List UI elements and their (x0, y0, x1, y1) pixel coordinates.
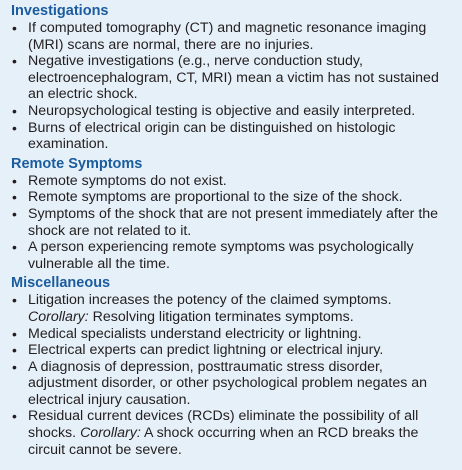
list-item (11, 292, 454, 325)
bullet-icon: • (12, 325, 17, 342)
bullet-icon: • (12, 102, 17, 119)
list-item (11, 206, 454, 239)
corollary-label: Corollary: (80, 425, 141, 442)
bullet-list (11, 173, 454, 273)
item-text: Remote symptoms are proportional to the size of the shock. (28, 189, 403, 206)
corollary-text: Resolving litigation terminates symptoms. (92, 308, 354, 325)
list-item (11, 120, 454, 153)
bullet-icon: • (12, 408, 17, 425)
item-text: Litigation increases the potency of the claimed symptoms. (28, 292, 392, 309)
list-item (11, 359, 454, 409)
list-item (11, 342, 454, 359)
bullet-icon: • (12, 239, 17, 256)
bullet-icon: • (12, 342, 17, 359)
list-item (11, 173, 454, 190)
item-text: A diagnosis of depression, posttraumatic stress disorder, adjustment disorder, or other psychological problem negates an electrical injury causation. (28, 358, 428, 408)
bullet-icon: • (12, 205, 17, 222)
bullet-icon: • (12, 20, 17, 36)
section-heading: Remote Symptoms (11, 155, 143, 172)
item-text: If computed tomography (CT) and magnetic resonance imaging (MRI) scans are normal, there are no injuries. (28, 20, 427, 53)
item-text: Medical specialists understand electricity or lightning. (28, 325, 362, 342)
item-text: Burns of electrical origin can be distinguished on histologic examination. (28, 119, 396, 153)
bullet-icon: • (12, 189, 17, 206)
section-heading: Investigations (11, 3, 109, 19)
section-investigations (11, 3, 454, 153)
bullet-icon: • (12, 53, 17, 70)
list-item (11, 326, 454, 343)
list-item (11, 103, 454, 120)
bullet-icon: • (12, 292, 17, 309)
section-heading: Miscellaneous (11, 275, 111, 292)
list-item (11, 239, 454, 272)
bullet-icon: • (12, 119, 17, 136)
item-text: Negative investigations (e.g., nerve conduction study, electroencephalogram, CT, MRI) mean a victim has not sustained an electric shock. (28, 53, 439, 103)
item-text: Residual current devices (RCDs) eliminate the possibility of all shocks. (28, 408, 419, 442)
list-item (11, 53, 454, 103)
item-text: Remote symptoms do not exist. (28, 172, 227, 189)
section-miscellaneous (11, 275, 454, 458)
section-remote-symptoms (11, 156, 454, 273)
list-item (11, 20, 454, 53)
item-text: Symptoms of the shock that are not present immediately after the shock are not related to it. (28, 205, 439, 239)
bullet-icon: • (12, 172, 17, 189)
item-text: Electrical experts can predict lightning or electrical injury. (28, 342, 384, 359)
list-item (11, 189, 454, 206)
list-item (11, 408, 454, 458)
bullet-icon: • (12, 358, 17, 375)
bullet-list (11, 292, 454, 458)
corollary-text: A shock occurring when an RCD breaks the circuit cannot be severe. (28, 425, 419, 458)
item-text: A person experiencing remote symptoms was psychologically vulnerable all the time. (28, 239, 414, 272)
corollary-label: Corollary: (28, 308, 89, 325)
item-text: Neuropsychological testing is objective and easily interpreted. (28, 102, 416, 119)
bullet-list (11, 20, 454, 153)
